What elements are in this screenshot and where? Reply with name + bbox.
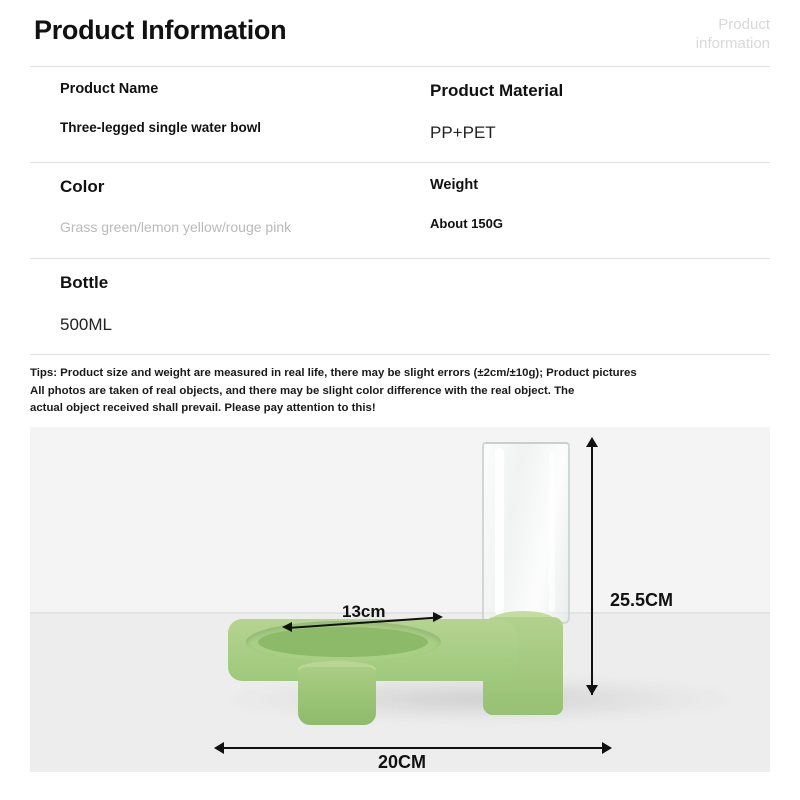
height-label: 25.5CM: [610, 589, 674, 610]
spec-label: Color: [60, 177, 105, 196]
pet-water-bowl: [228, 609, 563, 729]
spec-value: Grass green/lemon yellow/rouge pink: [60, 219, 292, 236]
spec-cell-product-name: [30, 67, 400, 162]
watermark-line-2: information: [695, 34, 770, 52]
width-label: 20CM: [378, 751, 427, 772]
bottle-highlight: [495, 448, 504, 616]
spec-label: Product Name: [60, 81, 159, 97]
page-title: Product Information: [34, 15, 287, 45]
spec-value: PP+PET: [430, 123, 496, 143]
table-row: [30, 163, 770, 259]
spec-cell-weight: [400, 163, 770, 258]
tips-line-1: Tips: Product size and weight are measured in real life, there may be slight errors (±2cm/±10g); Product pictures: [30, 367, 637, 379]
tips-line-3: actual object received shall prevail. Please pay attention to this!: [30, 402, 376, 415]
watermark: [696, 16, 770, 54]
bowl-diameter-arrow-left: [282, 622, 292, 632]
spec-cell-color: [30, 163, 400, 258]
spec-cell-product-material: [400, 67, 770, 162]
spec-cell-empty: [400, 259, 770, 354]
bowl-front-leg: [298, 667, 376, 725]
width-arrow-left: [214, 742, 224, 754]
height-arrow-bottom: [586, 685, 598, 695]
product-photo: [30, 427, 770, 772]
page-header: [0, 0, 800, 56]
table-row: [30, 259, 770, 355]
table-row: [30, 67, 770, 163]
specification-table: [30, 66, 770, 355]
spec-label: Product Material: [430, 81, 564, 100]
spec-value: Three-legged single water bowl: [60, 120, 262, 136]
height-arrow-top: [586, 437, 598, 447]
bottle-highlight-secondary: [549, 452, 555, 612]
tips-line-2: All photos are taken of real objects, and there may be slight color difference with the real object. The: [30, 384, 575, 397]
bowl-diameter-label: 13cm: [342, 601, 386, 621]
tips-block: [30, 365, 770, 417]
spec-label: Weight: [430, 177, 479, 193]
width-arrow-right: [602, 742, 612, 754]
bowl-diameter-arrow-right: [433, 612, 443, 622]
photo-background-wall: [30, 427, 770, 612]
spec-value: About 150G: [430, 216, 503, 232]
spec-label: Bottle: [60, 273, 109, 292]
watermark-line-1: Product: [718, 16, 770, 33]
width-line: [222, 747, 610, 749]
spec-value: 500ML: [60, 315, 112, 335]
height-line: [591, 445, 593, 695]
spec-cell-bottle: [30, 259, 400, 354]
